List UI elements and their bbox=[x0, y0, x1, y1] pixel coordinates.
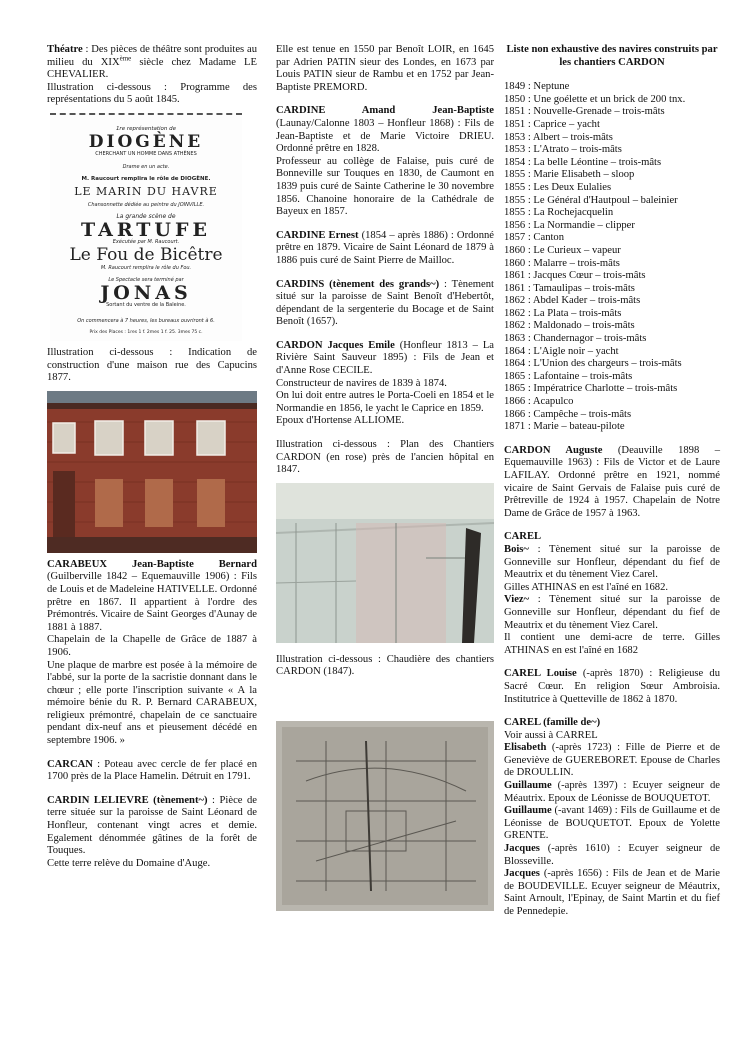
ships-list-title: Liste non exhaustive des navires construits par les chantiers CARDON bbox=[506, 44, 718, 68]
ship-list-item: 1866 : Campêche – trois-mâts bbox=[504, 408, 632, 420]
illustration-caption: Illustration ci-dessous : Plan des Chantiers CARDON (en rose) près de l'ancien hôpital en 1847. bbox=[276, 439, 494, 476]
ship-list-item: 1851 : Nouvelle-Grenade – trois-mâts bbox=[504, 106, 665, 118]
ship-list-item: 1862 : Abdel Kader – trois-mâts bbox=[504, 295, 641, 307]
entry-title: CARDON Jacques Emile bbox=[276, 339, 395, 351]
ship-list-item: 1856 : La Normandie – clipper bbox=[504, 219, 635, 231]
ship-list-item: 1871 : Marie – bateau-pilote bbox=[504, 421, 625, 433]
ship-list-item: 1864 : L'Aigle noir – yacht bbox=[504, 345, 619, 357]
entry-title: CARDINE Ernest bbox=[276, 229, 359, 241]
entry-title: CARDINS (tènement des grands~) bbox=[276, 278, 440, 290]
entry-carel-famille bbox=[504, 717, 720, 730]
entry-title: CARDON Auguste bbox=[504, 444, 603, 456]
ship-list-item: 1857 : Canton bbox=[504, 232, 565, 244]
ship-list-item: 1865 : Lafontaine – trois-mâts bbox=[504, 370, 633, 382]
entry-title: Théatre bbox=[47, 44, 83, 55]
entry-cardine-amand: CARDINE Amand Jean-Baptiste (Launay/Calonne 1803 – Honfleur 1868) : Fils de Jean-Baptiste et de Marie Victoire DRIEU. Ordonné prêtre en 1828. bbox=[276, 105, 494, 155]
ship-list-item: 1853 : Albert – trois-mâts bbox=[504, 131, 613, 143]
ship-list-item: 1863 : Chandernagor – trois-mâts bbox=[504, 333, 647, 345]
ship-list-item: 1861 : Tamaulipas – trois-mâts bbox=[504, 282, 635, 294]
entry-cardon-auguste: CARDON Auguste (Deauville 1898 – Equemauville 1963) : Fils de Victor et de Laure LAFILAY. Ordonné prêtre en 1921, nommé vicaire de Saint Gervais de Falaise puis curé de Prêtreville de 1924 à 1957. Chapelain de Notre Dame de Grâce de 1957 à 1963. bbox=[504, 444, 721, 519]
ship-list-item: 1862 : La Plata – trois-mâts bbox=[504, 307, 622, 319]
entry-carabeux: CARABEUX Jean-Baptiste Bernard (Guilberville 1842 – Equemauville 1906) : Fils de Louis et de Madeleine HATIVELLE. Ordonné prêtre en 1867. Il appartient à l'ordre des Prémontrés. Vicaire de Saint Georges d'Aunay de 1881 à 1887. bbox=[47, 558, 257, 633]
entry-title: CARCAN bbox=[47, 758, 93, 770]
entry-theatre: Théatre : Des pièces de théâtre sont produites au milieu du XIXème siècle chez Madame LE CHEVALIER. bbox=[47, 44, 257, 81]
entry-title: CARABEUX Jean-Baptiste Bernard bbox=[47, 558, 257, 570]
ship-list-item: 1860 : Malarre – trois-mâts bbox=[504, 257, 620, 269]
illustration-caption: Illustration ci-dessous : Indication de construction d'une maison rue des Capucins 1877. bbox=[47, 346, 257, 384]
entry-title: CAREL bbox=[504, 531, 542, 543]
entry-cardine-ernest: CARDINE Ernest (1854 – après 1886) : Ordonné prêtre en 1879. Vicaire de Saint Léonard de 1879 à 1886 puis curé de Saint Pierre de Mailloc. bbox=[276, 229, 495, 266]
entry-carcan: CARCAN : Poteau avec cercle de fer placé en 1700 près de la Place Hamelin. Détruit en 1791. bbox=[47, 758, 257, 783]
ship-list-item: 1855 : Marie Elisabeth – sloop bbox=[504, 169, 635, 181]
sub-entry-title: Bois~ bbox=[504, 543, 529, 555]
ship-list-item: 1866 : Acapulco bbox=[504, 396, 574, 408]
ship-list-item: 1864 : L'Union des chargeurs – trois-mâts bbox=[504, 358, 682, 370]
ship-list-item: 1855 : Les Deux Eulalies bbox=[504, 181, 612, 193]
illustration-caption: Illustration ci-dessous : Programme des représentations du 5 août 1845. bbox=[47, 81, 257, 106]
entry-carel bbox=[504, 531, 720, 544]
column-middle: Elle est tenue en 1550 par Benoît LOIR, en 1645 par Adrien PATIN sieur des Londes, en 1673 par Louis PATIN sieur de Rambu et en 1752 par Jean-Baptiste PREMORD. CARDINE Amand Jean-Baptiste (Launay/Calonne 1803 – Honfleur 1868) : Fils de Jean-Baptiste et de Marie Victoire DRIEU. Ordonné prêtre en 1828. Professeur au collège de Falaise, puis curé de Bonneville sur Touques en 1830, de Caumont en 1839 puis curé de Sainte Catherine le 30 novembre 1856. Chanoine honoraire de la Cathédrale de Bayeux en 1857. CARDINE Ernest (1854 – après 1886) : Ordonné prêtre en 1879. Vicaire de Saint Léonard de 1879 à 1886 puis curé de Saint Pierre de Mailloc. CARDINS (tènement des grands~) : Tènement situé sur la paroisse de Saint Benoît d'Hebertôt, dépendant de la sergenterie du Bocage et de Saint Benoît (1657). CARDON Jacques Emile (Honfleur 1813 – La Rivière Saint Sauveur 1895) : Fils de Jean et d'Anne Rose CECILE. Constructeur de navires de 1839 à 1874. On lui doit entre autres le Porta-Coeli en 1854 et le Normandie en 1856, le yacht le Caprice en 1859. Epoux d'Hortense ALLIOME. Illustration ci-dessous : Plan des Chantiers CARDON (en rose) près de l'ancien hôpital en 1847. Illustration ci-dessous : Chaudière des chantiers CARDON (1847). bbox=[276, 44, 494, 917]
column-right: Liste non exhaustive des navires construits par les chantiers CARDON 1849 : Neptune 1850 : Une goélette et un brick de 200 tnx. 1851 : Nouvelle-Grenade – trois-mâts 1851 : Caprice – yacht 1853 : Albert – trois-mâts 1853 : L'Atrato – trois-mâts 1854 : La belle Léontine – trois-mâts 1855 : Marie Elisabeth – sloop 1855 : Les Deux Eulalies 1855 : Le Général d'Hautpoul – baleinier 1855 : La Rochejacquelin 1856 : La Normandie – clipper 1857 : Canton 1860 : Le Curieux – vapeur 1860 : Malarre – trois-mâts 1861 : Jacques Cœur – trois-mâts 1861 : Tamaulipas – trois-mâts 1862 : Abdel Kader – trois-mâts 1862 : La Plata – trois-mâts 1862 : Maldonado – trois-mâts 1863 : Chandernagor – trois-mâts 1864 : L'Aigle noir – yacht 1864 : L'Union des chargeurs – trois-mâts 1865 : Lafontaine – trois-mâts 1865 : Impératrice Charlotte – trois-mâts 1866 : Acapulco 1866 : Campêche – trois-mâts 1871 : Marie – bateau-pilote CARDON Auguste (Deauville 1898 – Equemauville 1963) : Fils de Victor et de Laure LAFILAY. Ordonné prêtre en 1921, nommé vicaire de Saint Gervais de Falaise puis curé de Prêtreville de 1924 à 1957. Chapelain de Notre Dame de Grâce de 1957 à 1963. CAREL Bois~ : Tènement situé sur la paroisse de Gonneville sur Honfleur, dépendant du fief de Meautrix et du tènement Viez Carel. Gilles ATHINAS en est l'aîné en 1682. Viez~ : Tènement situé sur la paroisse de Gonneville sur Honfleur, dépendant du fief de Meautrix et du tènement Viez Carel. Il contient une demi-acre de terre. Gilles ATHINAS en est l'aîné en 1682 CAREL Louise (-après 1870) : Religieuse du Sacré Cœur. En religion Sœur Ambroisia. Institutrice à Quetteville de 1862 à 1870. CAREL (famille de~) Voir aussi à CARREL Elisabeth (-après 1723) : Fille de Pierre et de Geneviève de GUEREBORET. Epouse de Charles de DROULLIN. Guillaume (-après 1397) : Ecuyer seigneur de Méautrix. Epoux de Léonisse de BOUQUETOT. Guillaume (-avant 1469) : Fils de Guillaume et de Léonisse de BOUQUETOT. Epoux de Yolette GRENTE. Jacques (-après 1610) : Ecuyer seigneur de Blosseville. Jacques (-après 1656) : Fils de Jean et de Marie de BOUDEVILLE. Ecuyer seigneur de Méautrix, Saint Arnoult, l'Epinay, de Saint Martin et du fief de Pennedepie. bbox=[504, 44, 721, 917]
shipyard-plan-image bbox=[276, 483, 494, 643]
entry-continuation: Elle est tenue en 1550 par Benoît LOIR, en 1645 par Adrien PATIN sieur des Londes, en 1673 par Louis PATIN sieur de Rambu et en 1752 par Jean-Baptiste PREMORD. bbox=[276, 44, 494, 93]
ship-list-item: 1850 : Une goélette et un brick de 200 tnx. bbox=[504, 93, 686, 105]
entry-title: CARDINE Amand Jean-Baptiste bbox=[276, 105, 494, 117]
ship-list-item: 1849 : Neptune bbox=[504, 81, 570, 93]
entry-title: CAREL Louise bbox=[504, 668, 577, 680]
brick-house-photo bbox=[47, 391, 257, 553]
entry-cardin-lelievre: CARDIN LELIEVRE (tènement~) : Pièce de terre située sur la paroisse de Saint Léonard de Honfleur, contenant vingt acres et demie. Egalement dénommée gâtines de la forêt de Touques. bbox=[47, 794, 257, 857]
ship-list-item: 1861 : Jacques Cœur – trois-mâts bbox=[504, 270, 646, 282]
ship-list-item: 1865 : Impératrice Charlotte – trois-mâts bbox=[504, 383, 678, 395]
sub-entry-title: Viez~ bbox=[504, 594, 530, 606]
entry-title: CAREL (famille de~) bbox=[504, 717, 601, 729]
illustration-caption: Illustration ci-dessous : Chaudière des chantiers CARDON (1847). bbox=[276, 653, 494, 678]
ship-list-item: 1862 : Maldonado – trois-mâts bbox=[504, 320, 635, 332]
ship-list-item: 1855 : La Rochejacquelin bbox=[504, 207, 614, 219]
ship-list-item: 1851 : Caprice – yacht bbox=[504, 118, 600, 130]
entry-title: CARDIN LELIEVRE (tènement~) bbox=[47, 794, 208, 806]
ship-list-item: 1853 : L'Atrato – trois-mâts bbox=[504, 144, 622, 156]
theatre-program-image: 1re représentation de DIOGÈNE CHERCHANT UN HOMME DANS ATHÈNES Drame en un acte. M. Raucourt remplira le rôle de DIOGÈNE. LE MARIN DU HAVRE Chansonnette dédiée au peintre du JOINVILLE. La grande scène de TARTUFE Exécutée par M. Raucourt. Le Fou de Bicêtre M. Raucourt remplira le rôle du Fou. Le Spectacle sera terminé par JONAS Sortant du ventre de la Baleine. On commencera à 7 heures, les bureaux ouvriront à 6. Prix des Places : 1res 1 f. 2mes 1 f. 25. 3mes 75 c. bbox=[50, 113, 242, 341]
ships-list bbox=[504, 81, 720, 434]
ship-list-item: 1855 : Le Général d'Hautpoul – baleinier bbox=[504, 194, 678, 206]
ship-list-item: 1854 : La belle Léontine – trois-mâts bbox=[504, 156, 662, 168]
entry-cardon-jacques: CARDON Jacques Emile (Honfleur 1813 – La Rivière Saint Sauveur 1895) : Fils de Jean et d'Anne Rose CECILE. bbox=[276, 339, 494, 377]
entry-carel-louise: CAREL Louise (-après 1870) : Religieuse du Sacré Cœur. En religion Sœur Ambroisia. Institutrice à Quetteville de 1862 à 1870. bbox=[504, 668, 721, 705]
entry-cardins: CARDINS (tènement des grands~) : Tènement situé sur la paroisse de Saint Benoît d'Hebertôt, dépendant de la sergenterie du Bocage et de Saint Benoît (1657). bbox=[276, 278, 494, 328]
column-left: Théatre : Des pièces de théâtre sont produites au milieu du XIXème siècle chez Madame LE CHEVALIER. Illustration ci-dessous : Programme des représentations du 5 août 1845. 1re représentation de DIOGÈNE CHERCHANT UN HOMME DANS ATHÈNES Drame en un acte. M. Raucourt remplira le rôle de DIOGÈNE. LE MARIN DU HAVRE Chansonnette dédiée au peintre du JOINVILLE. La grande scène de TARTUFE Exécutée par M. Raucourt. Le Fou de Bicêtre M. Raucourt remplira le rôle du Fou. Le Spectacle sera terminé par JONAS Sortant du ventre de la Baleine. On commencera à 7 heures, les bureaux ouvriront à 6. Prix des Places : 1res 1 f. 2mes 1 f. 25. 3mes 75 c. Illustration ci-dessous : Indication de construction d'une maison rue des Capucins 1877. CARABEUX Jean-Baptiste Bernard (Guilberville 1842 – Equemauville 1906) : Fils de Louis et de Madeleine HATIVELLE. Ordonné prêtre en 1867. Il appartient à l'ordre des Prémontrés. Vicaire de Saint Georges d'Aunay de 1881 à 1887. Chapelain de la Chapelle de Grâce de 1887 à 1906. Une plaque de marbre est posée à la mémoire de l'abbé, sur la porte de la sacristie donnant dans le chœur ; elle porte l'inscription suivante « A la mémoire bénie du R. P. Bernard CARABEUX, religieux prémontré, chapelain de ce sanctuaire pendant dix-neuf ans et pieusement décédé en septembre 1906. » CARCAN : Poteau avec cercle de fer placé en 1700 près de la Place Hamelin. Détruit en 1791. CARDIN LELIEVRE (tènement~) : Pièce de terre située sur la paroisse de Saint Léonard de Honfleur, contenant vingt acres et demie. Egalement dénommée gâtines de la forêt de Touques. Cette terre relève du Domaine d'Auge. bbox=[47, 44, 257, 869]
ship-list-item: 1860 : Le Curieux – vapeur bbox=[504, 244, 621, 256]
boiler-drawing-image bbox=[276, 721, 494, 911]
